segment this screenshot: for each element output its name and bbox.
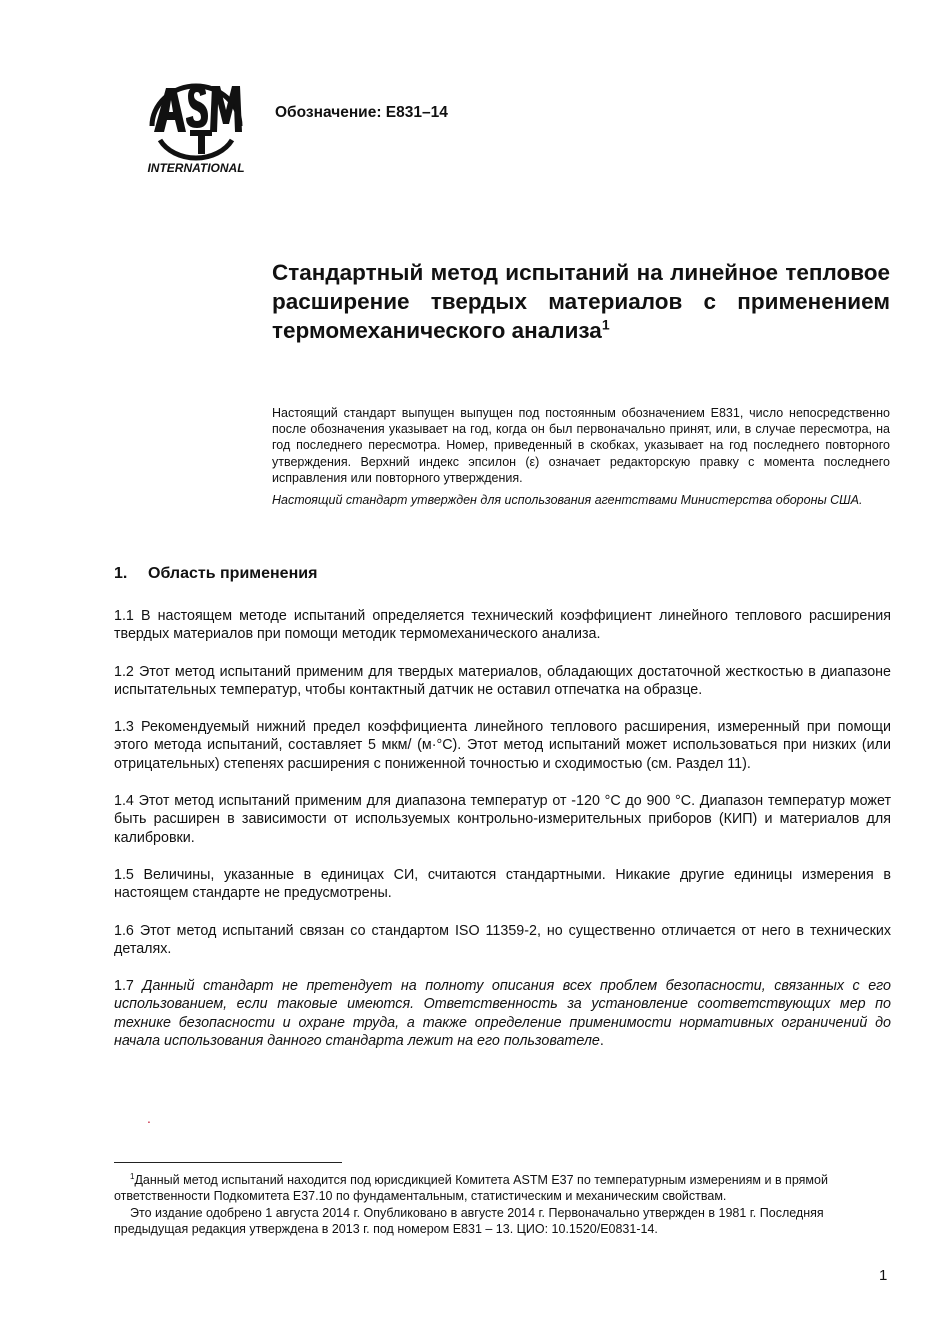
- paragraph-1-6: 1.6 Этот метод испытаний связан со стандартом ISO 11359-2, но существенно отличается от него в технических деталях.: [114, 922, 891, 957]
- paragraph-1-7-text: Данный стандарт не претендует на полноту описания всех проблем безопасности, связанных с его использованием, если таковые имеются. Ответственность за установление соответствующих мер по технике безопасности и охране труда, а также определение применимости нормативных ограничений до начала использования данного стандарта лежит на его пользователе: [114, 978, 891, 1050]
- designation: Обозначение: E831–14: [275, 104, 448, 121]
- section-number: 1.: [114, 565, 128, 582]
- dod-approval-text: Настоящий стандарт утвержден для использования агентствами Министерства обороны США.: [272, 493, 863, 508]
- issuance-text: Настоящий стандарт выпущен выпущен под постоянным обозначением E831, число непосредственно после обозначения указывает на год, когда он был первоначально принят, или, в случае пересмотра, на год последнего пересмотра. Номер, приведенный в скобках, указывает на год последнего повторного утверждения. Верхний индекс эпсилон (ε) означает редакторскую правку с момента последнего исправления или повторного утверждения.: [272, 406, 890, 485]
- paragraph-1-2: 1.2 Этот метод испытаний применим для твердых материалов, обладающих достаточной жесткостью в диапазоне испытательных температур, чтобы контактный датчик не оставил отпечатка на образце.: [114, 663, 891, 698]
- logo-wordmark: INTERNATIONAL: [147, 161, 245, 175]
- section-title: Область применения: [148, 565, 318, 582]
- paragraph-1-3: 1.3 Рекомендуемый нижний предел коэффициента линейного теплового расширения, измеренный при помощи этого метода испытаний, составляет 5 мкм/ (м·°С). Этот метод испытаний может использоваться при низких (или отрицательных) степенях расширения с пониженной точностью и сходимостью (см. Раздел 11).: [114, 719, 891, 772]
- footnote-2: Это издание одобрено 1 августа 2014 г. Опубликовано в августе 2014 г. Первоначально утвержден в 1981 г. Последняя предыдущая редакция утверждена в 2013 г. под номером E831 – 13. ЦИО: 10.1520/E0831-14.: [114, 1205, 824, 1236]
- paragraph-1-7-number: 1.7: [114, 978, 134, 995]
- page-number: 1: [879, 1267, 888, 1284]
- paragraph-1-7-end: .: [599, 1033, 604, 1050]
- footnote: [114, 1172, 894, 1237]
- document-title: [272, 258, 890, 345]
- paragraph-1-5: 1.5 Величины, указанные в единицах СИ, считаются стандартными. Никакие другие единицы измерения в настоящем стандарте не предусмотрены.: [114, 866, 891, 902]
- footnote-1-text: Данный метод испытаний находится под юрисдикцией Комитета ASTM E37 по температурным измерениям и в прямой ответственности Подкомитета E37.10 по фундаментальным, статистическим и механическим свойствам.: [114, 1173, 828, 1204]
- paragraph-1-1: 1.1 В настоящем методе испытаний определяется технический коэффициент линейного теплового расширения твердых материалов при помощи методик термомеханического анализа.: [114, 608, 891, 643]
- title-footnote-ref[interactable]: 1: [601, 316, 610, 333]
- title-text: Стандартный метод испытаний на линейное тепловое расширение твердых материалов с применением термомеханического анализа: [272, 260, 890, 343]
- astm-logo: [140, 74, 252, 176]
- paragraph-1-7: [114, 977, 891, 1050]
- stray-mark: .: [147, 1110, 151, 1126]
- section-1-heading: [114, 565, 317, 583]
- footnote-1: [114, 1172, 894, 1205]
- paragraph-1-4: 1.4 Этот метод испытаний применим для диапазона температур от -120 °C до 900 °C. Диапазон температур может быть расширен в зависимости от используемых контрольно-измерительных приборов (КИП) и материалов для калибровки.: [114, 793, 891, 846]
- issuance-notice: [272, 405, 890, 508]
- footnote-marker: 1: [130, 1171, 135, 1181]
- section-1-body: [114, 607, 891, 1069]
- footnote-divider: [114, 1162, 342, 1163]
